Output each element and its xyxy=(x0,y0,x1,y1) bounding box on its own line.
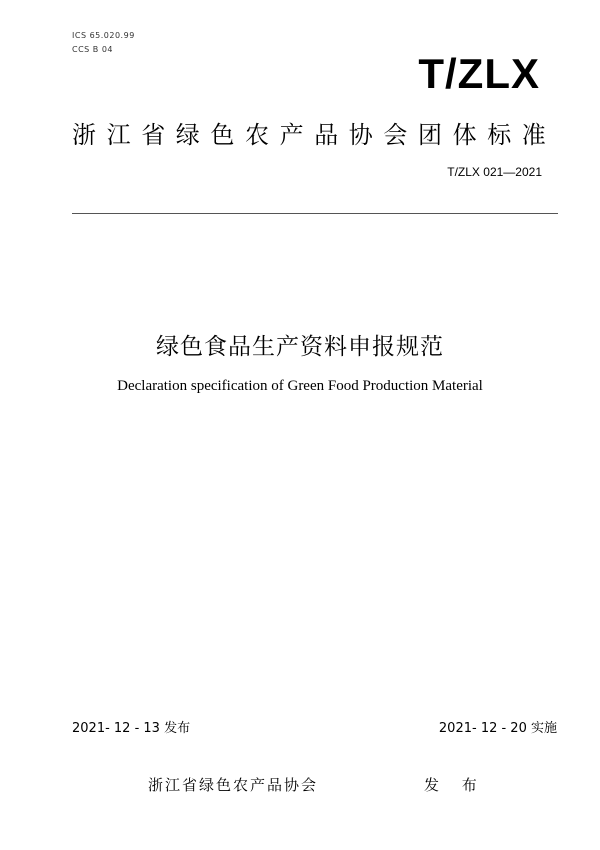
document-title-english: Declaration specification of Green Food Production Material xyxy=(117,378,483,394)
standard-logo: T/ZLX xyxy=(418,50,540,97)
standard-number: T/ZLX 021—2021 xyxy=(447,165,542,179)
ics-code: ICS 65.020.99 xyxy=(72,31,135,40)
document-title-chinese: 绿色食品生产资料申报规范 xyxy=(156,334,444,360)
header-divider xyxy=(72,213,558,214)
publish-label: 发 布 xyxy=(424,776,486,794)
publish-date: 2021- 12 - 13 发布 xyxy=(72,721,191,736)
organization-title: 浙江省绿色农产品协会团体标准 xyxy=(72,121,557,149)
implementation-date: 2021- 12 - 20 实施 xyxy=(438,721,557,736)
publisher-name: 浙江省绿色农产品协会 xyxy=(148,776,319,794)
ccs-code: CCS B 04 xyxy=(72,45,114,54)
